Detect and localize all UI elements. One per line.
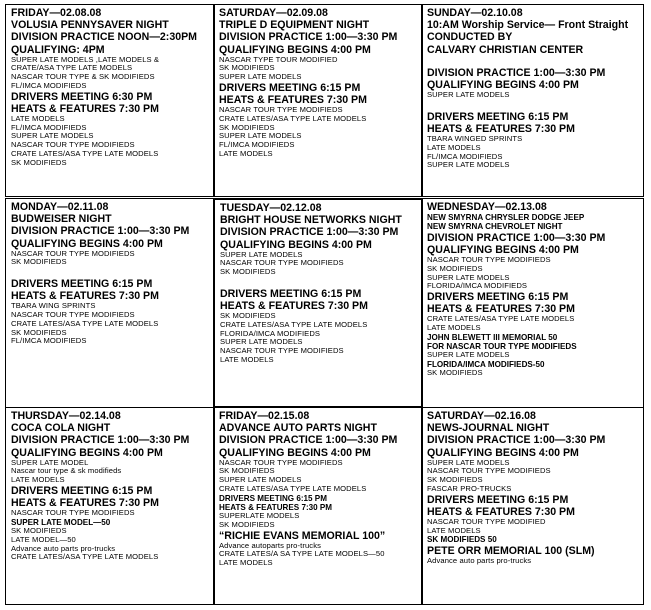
heading-line: SATURDAY—02.09.08 bbox=[219, 7, 328, 19]
heading-line: HEATS & FEATURES 7:30 PM bbox=[11, 102, 159, 115]
heading-line: ADVANCE AUTO PARTS NIGHT bbox=[219, 422, 377, 435]
class-line: LATE MODELS bbox=[427, 525, 481, 535]
class-line: NASCAR TOUR TYPE MODIFIEDS bbox=[219, 105, 343, 115]
heading-line: NEWS-JOURNAL NIGHT bbox=[427, 422, 550, 435]
class-line: FASCAR PRO-TRUCKS bbox=[427, 483, 512, 493]
heading-line: QUALIFYING BEGINS 4:00 PM bbox=[11, 446, 163, 459]
class-line: Advance autoparts pro-trucks bbox=[219, 540, 321, 550]
heading-line: FRIDAY—02.15.08 bbox=[219, 410, 310, 422]
class-line: CRATE LATES/ASA TYPE LATE MODELS bbox=[219, 113, 367, 123]
spacer bbox=[427, 56, 638, 67]
class-line: SUPER LATE MODELS bbox=[427, 350, 510, 360]
spacer bbox=[220, 277, 416, 288]
heading-line: HEATS & FEATURES 7:30 PM bbox=[427, 303, 575, 316]
heading-line: PETE ORR MEMORIAL 100 (SLM) bbox=[427, 544, 595, 557]
class-line: LATE MODELS bbox=[219, 148, 273, 158]
day-cell-friday-0208 bbox=[5, 4, 215, 197]
heading-line: DIVISION PRACTICE 1:00—3:30 PM bbox=[219, 31, 398, 44]
class-line: SUPER LATE MODELS bbox=[427, 272, 510, 282]
class-line: CRATE LATES/ASA TYPE LATE MODELS bbox=[219, 483, 367, 493]
heading-line: DRIVERS MEETING 6:15 PM bbox=[220, 287, 362, 300]
heading-line: NEW SMYRNA CHRYSLER DODGE JEEP bbox=[427, 213, 585, 223]
class-line: SK MODIFIEDS bbox=[220, 267, 276, 277]
spacer bbox=[11, 267, 209, 278]
class-line: LATE MODELS bbox=[11, 475, 65, 485]
class-line: NASCAR TOUR TYPE MODIFIEDS bbox=[427, 466, 551, 476]
class-line: FL/IMCA MODIFIEDS bbox=[219, 140, 295, 150]
heading-line: FRIDAY—02.08.08 bbox=[11, 7, 102, 19]
day-cell-sunday-0210 bbox=[421, 4, 644, 197]
class-line: NASCAR TOUR TYPE MODIFIED bbox=[427, 516, 546, 526]
day-cell-saturday-0216 bbox=[421, 407, 644, 605]
heading-line: DIVISION PRACTICE 1:00—3:30 PM bbox=[219, 434, 398, 447]
heading-line: HEATS & FEATURES 7:30 PM bbox=[219, 502, 333, 512]
class-line: NASCAR TOUR TYPE MODIFIEDS bbox=[11, 508, 135, 518]
heading-line: DRIVERS MEETING 6:30 PM bbox=[11, 90, 153, 103]
heading-line: DRIVERS MEETING 6:15 PM bbox=[219, 493, 327, 503]
heading-line: DIVISION PRACTICE 1:00—3:30 PM bbox=[427, 434, 606, 447]
class-line: SUPER LATE MODELS bbox=[219, 131, 302, 141]
class-line: SK MODIFIEDS bbox=[11, 526, 67, 536]
spacer bbox=[427, 100, 638, 111]
class-line: CRATE LATES/ASA TYPE LATE MODELS bbox=[220, 319, 368, 329]
class-line: SK MODIFIEDS bbox=[11, 327, 67, 337]
heading-line: HEATS & FEATURES 7:30 PM bbox=[219, 94, 367, 107]
heading-line: TRIPLE D EQUIPMENT NIGHT bbox=[219, 19, 370, 32]
class-line: SK MODIFIEDS bbox=[219, 519, 275, 529]
heading-line: DIVISION PRACTICE 1:00—3:30 PM bbox=[427, 231, 606, 244]
class-line: NASCAR TOUR TYPE MODIFIEDS bbox=[219, 457, 343, 467]
heading-line: JOHN BLEWETT III MEMORIAL 50 bbox=[427, 332, 558, 342]
heading-line: “RICHIE EVANS MEMORIAL 100” bbox=[219, 529, 386, 542]
heading-line: THURSDAY—02.14.08 bbox=[11, 410, 121, 422]
heading-line: BUDWEISER NIGHT bbox=[11, 213, 112, 226]
heading-line: CALVARY CHRISTIAN CENTER bbox=[427, 43, 584, 56]
class-line: SUPER LATE MODEL bbox=[11, 457, 89, 467]
heading-line: CONDUCTED BY bbox=[427, 31, 513, 44]
class-line: NASCAR TOUR TYPE & SK MODIFIEDS bbox=[11, 72, 155, 82]
class-line: SUPER LATE MODELS bbox=[427, 90, 510, 100]
class-line: NASCAR TOUR TYPE MODIFIEDS bbox=[11, 140, 135, 150]
heading-line: QUALIFYING: 4PM bbox=[11, 43, 105, 56]
heading-line: FLORIDA/IMCA MODIFIEDS-50 bbox=[427, 360, 545, 370]
class-line: FLORIDA/IMCA MODIFIEDS bbox=[427, 281, 528, 291]
day-cell-saturday-0209 bbox=[213, 4, 423, 197]
heading-line: DRIVERS MEETING 6:15 PM bbox=[427, 493, 569, 506]
heading-line: QUALIFYING BEGINS 4:00 PM bbox=[219, 43, 371, 56]
heading-line: QUALIFYING BEGINS 4:00 PM bbox=[220, 238, 372, 251]
class-line: LATE MODELS bbox=[11, 113, 65, 123]
class-line: LATE MODELS bbox=[219, 558, 273, 568]
class-line: LATE MODEL—50 bbox=[11, 534, 76, 544]
class-line: FL/IMCA MODIFIEDS bbox=[11, 80, 87, 90]
class-line: SUPER LATE MODELS bbox=[427, 160, 510, 170]
class-line: LATE MODELS bbox=[427, 142, 481, 152]
heading-line: DIVISION PRACTICE 1:00—3:30 PM bbox=[220, 226, 399, 239]
class-line: SK MODIFIEDS bbox=[427, 368, 483, 378]
class-line: CRATE/ASA TYPE LATE MODELS bbox=[11, 63, 133, 73]
class-line: NASCAR TOUR TYPE MODIFIEDS bbox=[11, 248, 135, 258]
class-line: NASCAR TOUR TYPE MODIFIEDS bbox=[11, 310, 135, 320]
heading-line: DRIVERS MEETING 6:15 PM bbox=[219, 81, 361, 94]
heading-line: DIVISION PRACTICE NOON—2:30PM bbox=[11, 31, 198, 44]
class-line: Advance auto parts pro-trucks bbox=[427, 555, 532, 565]
heading-line: DRIVERS MEETING 6:15 PM bbox=[11, 278, 153, 291]
class-line: SUPER LATE MODELS bbox=[427, 457, 510, 467]
class-line: NASCAR TYPE TOUR MODIFIED bbox=[219, 54, 338, 64]
day-cell-thursday-0214 bbox=[5, 407, 215, 605]
class-line: SK MODIFIEDS bbox=[427, 263, 483, 273]
class-line: SUPER LATE MODELS bbox=[219, 72, 302, 82]
heading-line: DIVISION PRACTICE 1:00—3:30 PM bbox=[11, 225, 190, 238]
class-line: SK MODIFIEDS bbox=[219, 63, 275, 73]
heading-line: FOR NASCAR TOUR TYPE MODIFIEDS bbox=[427, 342, 577, 352]
class-line: FL/IMCA MODIFIEDS bbox=[11, 122, 87, 132]
class-line: SK MODIFIEDS bbox=[427, 475, 483, 485]
class-line: LATE MODELS bbox=[220, 354, 274, 364]
heading-line: NEW SMYRNA CHEVROLET NIGHT bbox=[427, 222, 563, 232]
class-line: FLORIDA/IMCA MODIFIEDS bbox=[220, 328, 321, 338]
class-line: SUPER LATE MODELS bbox=[11, 131, 94, 141]
class-line: Nascar tour type & sk modifieds bbox=[11, 466, 122, 476]
heading-line: MONDAY—02.11.08 bbox=[11, 201, 109, 213]
heading-line: VOLUSIA PENNYSAVER NIGHT bbox=[11, 19, 169, 32]
class-line: CRATE LATES/ASA TYPE LATE MODELS bbox=[11, 552, 159, 562]
heading-line: DRIVERS MEETING 6:15 PM bbox=[11, 484, 153, 497]
heading-line: QUALIFYING BEGINS 4:00 PM bbox=[427, 78, 579, 91]
class-line: Advance auto parts pro-trucks bbox=[11, 543, 116, 553]
class-line: SK MODIFIEDS bbox=[11, 257, 67, 267]
heading-line: QUALIFYING BEGINS 4:00 PM bbox=[11, 237, 163, 250]
class-line: SUPERLATE MODELS bbox=[219, 511, 300, 521]
class-line: SUPER LATE MODELS bbox=[220, 249, 303, 259]
day-cell-tuesday-0212 bbox=[213, 198, 423, 408]
heading-line: SUPER LATE MODEL—50 bbox=[11, 517, 111, 527]
class-line: NASCAR TOUR TYPE MODIFIEDS bbox=[220, 346, 344, 356]
heading-line: SATURDAY—02.16.08 bbox=[427, 410, 536, 422]
class-line: SUPER LATE MODELS ,LATE MODELS & bbox=[11, 54, 160, 64]
class-line: SK MODIFIEDS bbox=[219, 466, 275, 476]
heading-line: DRIVERS MEETING 6:15 PM bbox=[427, 110, 569, 123]
heading-line: SUNDAY—02.10.08 bbox=[427, 7, 523, 19]
class-line: CRATE LATES/A SA TYPE LATE MODELS—50 bbox=[219, 549, 385, 559]
heading-line: HEATS & FEATURES 7:30 PM bbox=[11, 290, 159, 303]
heading-line: DIVISION PRACTICE 1:00—3:30 PM bbox=[427, 66, 606, 79]
heading-line: TUESDAY—02.12.08 bbox=[220, 202, 322, 214]
class-line: SK MODIFIEDS bbox=[219, 122, 275, 132]
class-line: TBARA WINGED SPRINTS bbox=[427, 134, 523, 144]
heading-line: SK MODIFIEDS 50 bbox=[427, 535, 497, 545]
heading-line: HEATS & FEATURES 7:30 PM bbox=[427, 122, 575, 135]
heading-line: DIVISION PRACTICE 1:00—3:30 PM bbox=[11, 434, 190, 447]
heading-line: HEATS & FEATURES 7:30 PM bbox=[220, 300, 368, 313]
day-cell-friday-0215 bbox=[213, 407, 423, 605]
day-cell-monday-0211 bbox=[5, 198, 215, 408]
heading-line: 10:AM Worship Service— Front Straight bbox=[427, 19, 629, 32]
class-line: LATE MODELS bbox=[427, 323, 481, 333]
class-line: NASCAR TOUR TYPE MODIFIEDS bbox=[427, 255, 551, 265]
heading-line: WEDNESDAY—02.13.08 bbox=[427, 201, 547, 213]
heading-line: HEATS & FEATURES 7:30 PM bbox=[11, 497, 159, 510]
day-cell-wednesday-0213 bbox=[421, 198, 644, 408]
class-line: SUPER LATE MODELS bbox=[220, 337, 303, 347]
class-line: FL/IMCA MODIFIEDS bbox=[11, 336, 87, 346]
heading-line: HEATS & FEATURES 7:30 PM bbox=[427, 505, 575, 518]
class-line: CRATE LATES/ASA TYPE LATE MODELS bbox=[11, 148, 159, 158]
class-line: SUPER LATE MODELS bbox=[219, 475, 302, 485]
heading-line: COCA COLA NIGHT bbox=[11, 422, 111, 435]
heading-line: DRIVERS MEETING 6:15 PM bbox=[427, 290, 569, 303]
class-line: SK MODIFIEDS bbox=[220, 311, 276, 321]
class-line: CRATE LATES/ASA TYPE LATE MODELS bbox=[11, 318, 159, 328]
heading-line: QUALIFYING BEGINS 4:00 PM bbox=[427, 243, 579, 256]
class-line: SK MODIFIEDS bbox=[11, 157, 67, 167]
class-line: FL/IMCA MODIFIEDS bbox=[427, 151, 503, 161]
class-line: NASCAR TOUR TYPE MODIFIEDS bbox=[220, 258, 344, 268]
heading-line: BRIGHT HOUSE NETWORKS NIGHT bbox=[220, 214, 402, 227]
class-line: CRATE LATES/ASA TYPE LATE MODELS bbox=[427, 314, 575, 324]
class-line: TBARA WING SPRINTS bbox=[11, 301, 96, 311]
heading-line: QUALIFYING BEGINS 4:00 PM bbox=[427, 446, 579, 459]
heading-line: QUALIFYING BEGINS 4:00 PM bbox=[219, 446, 371, 459]
